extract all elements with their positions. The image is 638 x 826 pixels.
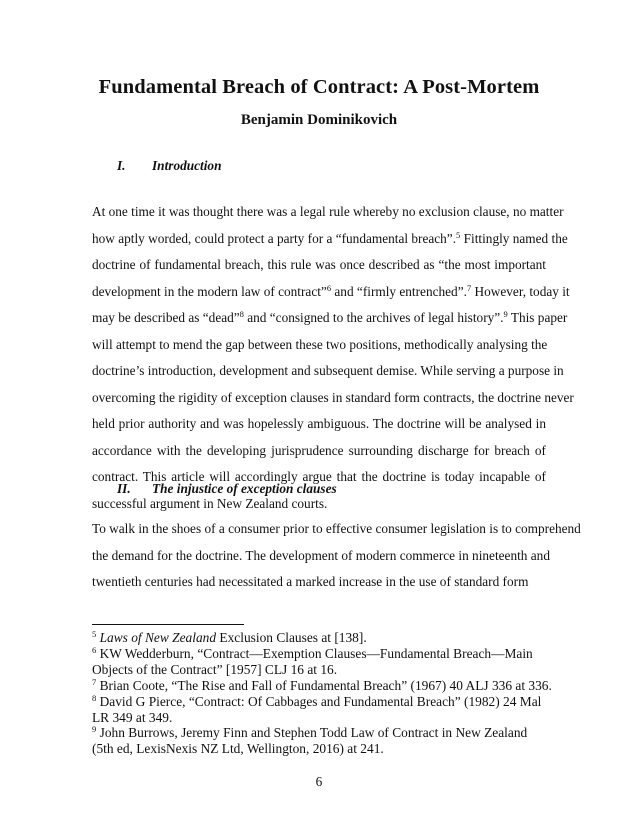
text-run: twentieth centuries had necessitated a marked increase in the use of standard form <box>92 574 529 589</box>
text-run: successful argument in New Zealand courts. <box>92 495 328 511</box>
footnote-number: 9 <box>92 724 97 735</box>
section-number: II. <box>117 481 131 496</box>
text-line <box>92 305 568 332</box>
text-line <box>92 332 546 359</box>
text-run: doctrine of fundamental breach, this rule was once described as “the most important <box>92 257 546 272</box>
footnote-number: 7 <box>92 676 97 687</box>
text-line <box>92 438 546 465</box>
footnote-text: David G Pierce, “Contract: Of Cabbages and Fundamental Breach” (1982) 24 Mal LR 349 at 349. <box>92 693 542 725</box>
section-number: I. <box>117 158 126 173</box>
footnote-8 <box>92 694 552 726</box>
text-run: doctrine’s introduction, development and subsequent demise. While serving a purpose in <box>92 363 564 378</box>
footnote-9 <box>92 725 552 757</box>
text-run: Fittingly named the <box>460 230 568 246</box>
footnote-6 <box>92 646 552 678</box>
footnote-5 <box>92 630 552 646</box>
text-run: and “consigned to the archives of legal history”. <box>243 310 504 325</box>
footnote-number: 8 <box>92 692 97 703</box>
text-run: To walk in the shoes of a consumer prior to effective consumer legislation is to comprehend <box>92 521 581 536</box>
text-line <box>92 516 581 543</box>
text-run: held prior authority and was hopelessly ambiguous. The doctrine will be analysed in <box>92 416 546 431</box>
text-run: overcoming the rigidity of exception clauses in standard form contracts, the doctrine never <box>92 389 574 405</box>
text-run: development in the modern law of contract” <box>92 283 327 299</box>
text-run: However, today it <box>471 283 570 299</box>
text-line <box>92 569 546 596</box>
text-line <box>92 252 546 279</box>
footnote-text: John Burrows, Jeremy Finn and Stephen Todd Law of Contract in New Zealand (5th ed, LexisNexis NZ Ltd, Wellington, 2016) at 241. <box>92 725 528 757</box>
footnote-number: 6 <box>92 644 97 655</box>
document-title: Fundamental Breach of Contract: A Post-Mortem <box>98 76 540 98</box>
text-run: the demand for the doctrine. The development of modern commerce in nineteenth and <box>92 547 550 563</box>
footnote-text: KW Wedderburn, “Contract—Exemption Clauses—Fundamental Breach—Main Objects of the Contract” [1957] CLJ 16 at 16. <box>92 645 533 677</box>
author-name: Benjamin Dominikovich <box>240 112 398 128</box>
text-run: contract. This article will accordingly argue that the doctrine is today incapable of <box>92 469 546 484</box>
paragraph-introduction <box>92 199 574 517</box>
text-line <box>92 226 568 253</box>
text-line <box>92 199 564 226</box>
section-title: The injustice of exception clauses <box>152 481 337 496</box>
footnote-ref: 7 <box>466 282 472 293</box>
footnote-ref: 6 <box>326 282 332 293</box>
footnote-ref: 8 <box>239 309 244 319</box>
text-line <box>92 411 546 438</box>
text-line <box>92 279 570 306</box>
text-run: accordance with the developing jurisprudence surrounding discharge for breach of <box>92 442 546 458</box>
text-run: At one time it was thought there was a legal rule whereby no exclusion clause, no matter <box>92 204 564 219</box>
footnote-7 <box>92 678 552 694</box>
footnotes <box>92 630 552 757</box>
footnote-number: 5 <box>92 629 97 639</box>
section-title: Introduction <box>152 158 222 173</box>
section-heading-introduction <box>117 158 221 174</box>
text-run: will attempt to mend the gap between these two positions, methodically analysing the <box>92 336 548 352</box>
footnote-source-title: Laws of New Zealand <box>99 630 217 645</box>
footnote-ref: 9 <box>503 309 508 319</box>
text-run: This paper <box>507 310 568 325</box>
text-run: may be described as “dead” <box>92 310 240 325</box>
text-line <box>92 543 550 570</box>
text-run: how aptly worded, could protect a party for a “fundamental breach”. <box>92 230 457 246</box>
footnote-text: Brian Coote, “The Rise and Fall of Fundamental Breach” (1967) 40 ALJ 336 at 336. <box>99 677 552 693</box>
paragraph-injustice <box>92 516 581 596</box>
section-heading-injustice <box>117 481 337 497</box>
text-line <box>92 358 564 385</box>
page-number: 6 <box>315 774 323 789</box>
text-line <box>92 385 574 412</box>
footnote-divider <box>92 624 244 625</box>
footnote-text: Exclusion Clauses at [138]. <box>216 630 367 645</box>
text-run: and “firmly entrenched”. <box>331 283 467 299</box>
footnote-ref: 5 <box>456 229 461 240</box>
